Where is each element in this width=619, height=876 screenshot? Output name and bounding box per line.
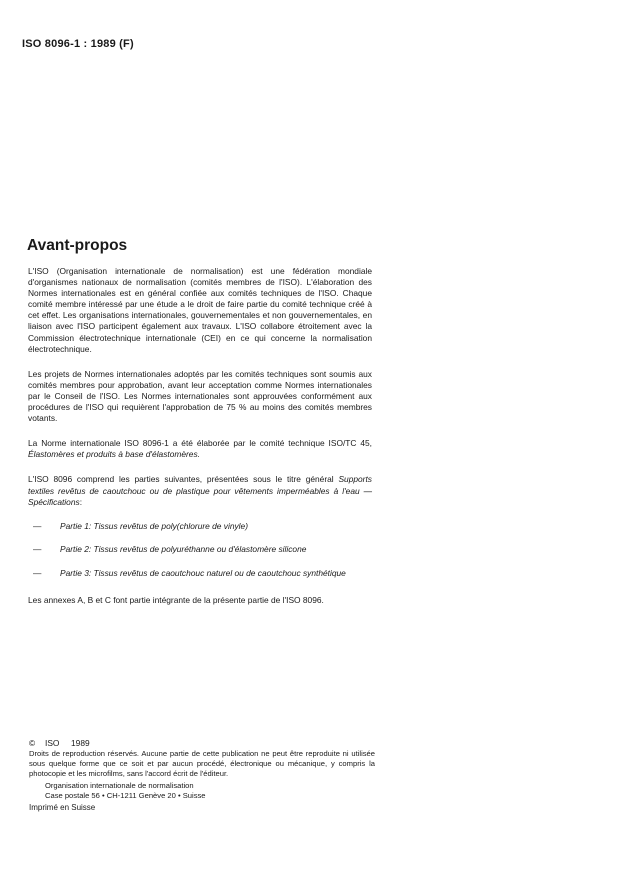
rights-notice: Droits de reproduction réservés. Aucune partie de cette publication ne peut être reproduite ni utilisée sous quelque forme que ce soit et par aucun procédé, électronique ou mécanique, y compris la photocopie et les microfilms, sans l'accord écrit de l'éditeur. [29, 749, 375, 778]
parts-intro-end: : [79, 496, 83, 507]
paragraph-approval: Les projets de Normes internationales adoptés par les comités techniques sont soumis aux comités membres pour approbation, avant leur acceptation comme Normes internationales par le Conseil de l'ISO. Les Normes internationales sont approuvées conformément aux procédures de l'ISO qui requièrent l'approbation de 75 % au moins des comités membres votants. [28, 368, 372, 424]
part-title: Tissus revêtus de polyuréthanne ou d'élastomère silicone [93, 544, 307, 555]
paragraph-iso-intro: L'ISO (Organisation internationale de normalisation) est une fédération mondiale d'organismes nationaux de normalisation (comités membres de l'ISO). L'élaboration des Normes internationales est en général confiée aux comités techniques de l'ISO. Chaque comité membre intéressé par une étude a le droit de faire partie du comité technique créé à cet effet. Les organisations internationales, gouvernementales et non gouvernementales, en liaison avec l'ISO participent également aux travaux. L'ISO collabore étroitement avec la Commission électrotechnique internationale (CEI) en ce qui concerne la normalisation électrotechnique. [28, 266, 372, 354]
committee-text: La Norme internationale ISO 8096-1 a été élaborée par le comité technique ISO/TC 45, [28, 438, 372, 449]
part-title: Tissus revêtus de poly(chlorure de vinyle) [93, 520, 248, 531]
copyright-icon: © [29, 738, 36, 748]
copyright-year: 1989 [71, 738, 90, 748]
dash-bullet: — [33, 568, 42, 579]
paragraph-committee [28, 438, 372, 460]
page-title: Avant-propos [27, 237, 128, 254]
document-code: ISO 8096-1 : 1989 (F) [22, 38, 134, 50]
part-title: Tissus revêtus de caoutchouc naturel ou de caoutchouc synthétique [93, 568, 346, 579]
address-line: Case postale 56 • CH-1211 Genève 20 • Suisse [45, 791, 206, 800]
committee-title: Élastomères et produits à base d'élastomères. [28, 449, 200, 460]
part-label: Partie 3: [60, 568, 92, 579]
copyright-footer [29, 738, 375, 813]
dash-bullet: — [33, 520, 42, 531]
part-label: Partie 1: [60, 520, 92, 531]
parts-list [28, 521, 372, 579]
parts-intro-text: L'ISO 8096 comprend les parties suivantes, présentées sous le titre général [28, 474, 334, 485]
list-item [28, 521, 372, 532]
parts-general-title: Supports textiles revêtus de caoutchouc ou de plastique pour vêtements imperméables à l'eau — Spécifications [28, 474, 372, 507]
part-label: Partie 2: [60, 544, 92, 555]
printed-in: Imprimé en Suisse [29, 803, 96, 812]
foreword-body [28, 266, 372, 620]
paragraph-annexes: Les annexes A, B et C font partie intégrante de la présente partie de l'ISO 8096. [28, 595, 324, 606]
address-org: Organisation internationale de normalisation [45, 781, 194, 790]
dash-bullet: — [33, 544, 42, 555]
list-item [28, 568, 372, 579]
paragraph-parts-intro [28, 474, 372, 507]
list-item [28, 544, 372, 555]
copyright-org: ISO [45, 738, 60, 748]
copyright-line [29, 738, 375, 748]
